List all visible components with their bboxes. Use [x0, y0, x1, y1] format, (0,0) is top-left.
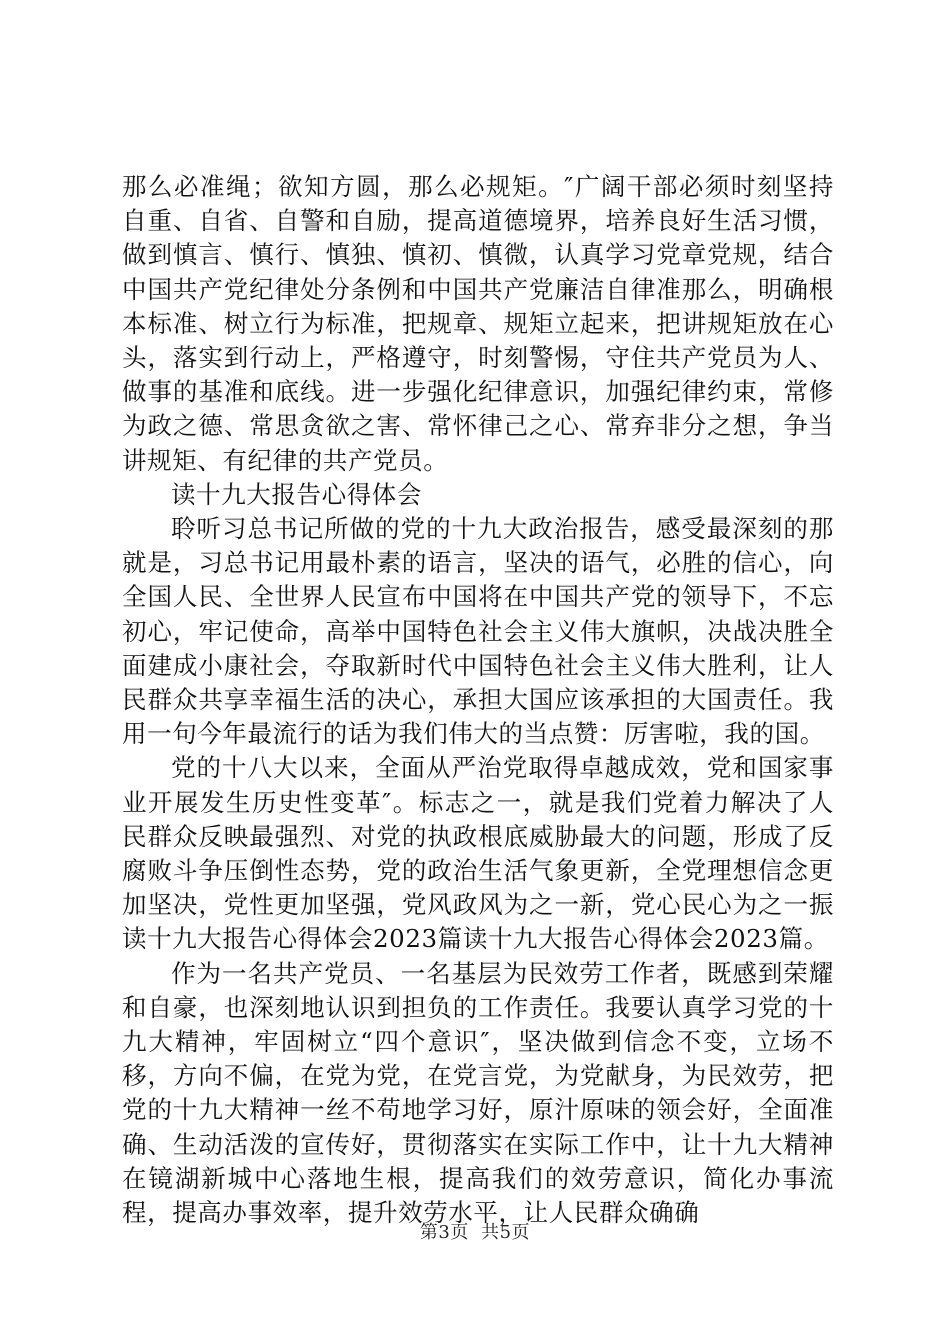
section-heading: 读十九大报告心得体会 [171, 479, 422, 509]
paragraph-continuation: 那么必准绳；欲知方圆，那么必规矩。″广阔干部必须时刻坚持自重、自省、自警和自励，提高道德境界，培养良好生活习惯，做到慎言、慎行、慎独、慎初、慎微，认真学习党章党规，结合中国共产党纪律处分条例和中国共产党廉洁自律准那么，明确根本标准、树立行为标准，把规章、规矩立起来，把讲规矩放在心头，落实到行动上，严格遵守，时刻警惕，守住共产党员为人、做事的基准和底线。进一步强化纪律意识，加强纪律约束，常修为政之德、常思贪欲之害、常怀律己之心、常弃非分之想，争当讲规矩、有纪律的共产党员。 [122, 172, 834, 475]
paragraph: 作为一名共产党员、一名基层为民效劳工作者，既感到荣耀和自豪，也深刻地认识到担负的工作责任。我要认真学习党的十九大精神，牢固树立“四个意识″，坚决做到信念不变，立场不移，方向不偏，在党为党，在党言党，为党献身，为民效劳，把党的十九大精神一丝不苟地学习好，原汁原味的领会好，全面准确、生动活泼的宣传好，贯彻落实在实际工作中，让十九大精神在镜湖新城中心落地生根，提高我们的效劳意识，简化办事流程，提高办事效率，提升效劳水平，让人民群众确确 [122, 958, 834, 1228]
paragraph: 聆听习总书记所做的党的十九大政治报告，感受最深刻的那就是，习总书记用最朴素的语言，坚决的语气，必胜的信心，向全国人民、全世界人民宣布中国将在中国共产党的领导下，不忘初心，牢记使命，高举中国特色社会主义伟大旗帜，决战决胜全面建成小康社会，夺取新时代中国特色社会主义伟大胜利，让人民群众共享幸福生活的决心，承担大国应该承担的大国责任。我用一句今年最流行的话为我们伟大的当点赞：厉害啦，我的国。 [122, 514, 834, 749]
paragraph: 党的十八大以来，全面从严治党取得卓越成效，党和国家事业开展发生历史性变革″。标志之一，就是我们党着力解决了人民群众反映最强烈、对党的执政根底威胁最大的问题，形成了反腐败斗争压倒性态势，党的政治生活气象更新，全党理想信念更加坚决，党性更加坚强，党风政风为之一新，党心民心为之一振读十九大报告心得体会2023篇读十九大报告心得体会2023篇。 [122, 753, 834, 954]
page-footer [0, 1218, 950, 1244]
page-total: 共5页 [481, 1222, 531, 1243]
document-body [122, 170, 834, 1230]
page-number: 第3页 [419, 1222, 469, 1243]
